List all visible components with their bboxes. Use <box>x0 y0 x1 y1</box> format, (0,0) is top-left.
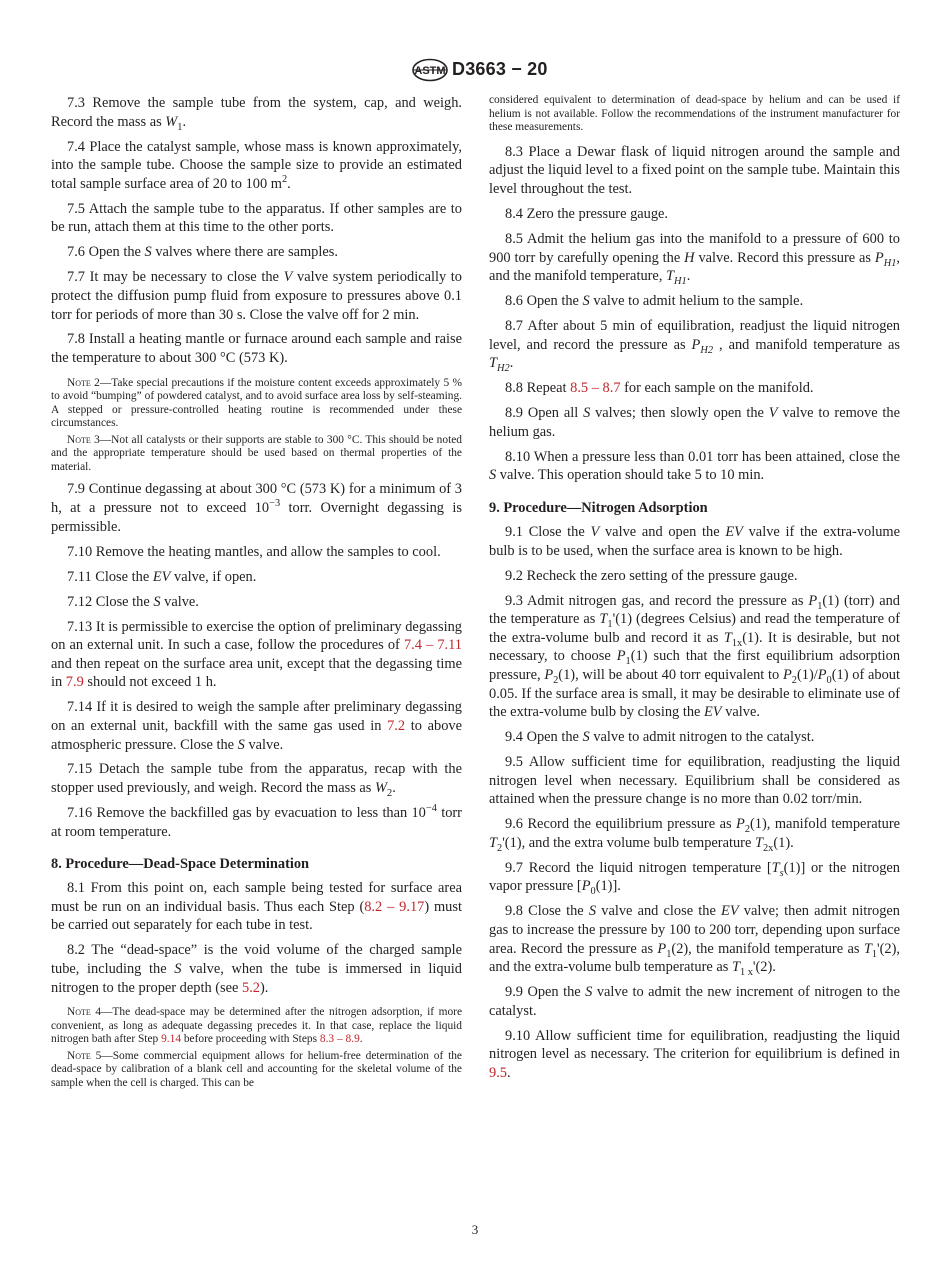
section-7-15: 7.15 Detach the sample tube from the apparatus, recap with the stopper used previously, and weigh. Record the mass as $W_2$. <box>51 761 462 799</box>
heading-section-9: 9. Procedure—Nitrogen Adsorption <box>489 500 708 517</box>
ref-link-9-5[interactable]: 9.5 <box>489 1064 507 1081</box>
section-8-6: 8.6 Open the S valve to admit helium to the sample. <box>505 293 804 310</box>
section-9-5: 9.5 Allow sufficient time for equilibration, readjusting the liquid nitrogen level when necessary. Equilibrium shall be considered as attained when the pressure change is no more than 0.02 torr/min. <box>489 754 900 808</box>
section-9-8: 9.8 Close the S valve and close the EV valve; then admit nitrogen gas to increase the pressure by 100 to 200 torr, depending upon surface area. Record the pressure as $P_1(2)$, the manifold temperature as $T_1'(2)$, and the extra-volume bulb temperature as $T_{1 x}'(2)$. <box>489 903 900 979</box>
section-9-7: 9.7 Record the liquid nitrogen temperature $[T_s(1)]$ or the nitrogen vapor pressure $[P_0(1)]$. <box>489 859 900 898</box>
section-7-7: 7.7 It may be necessary to close the V valve system periodically to protect the diffusion pump fluid from exposure to pressures above 0.1 torr for periods of more than 30 s. Close the valve off for 2 min. <box>51 269 462 323</box>
section-9-10: 9.10 Allow sufficient time for equilibration, readjusting the liquid nitrogen level as necessary. The criterion for equilibrium is defined in 9.5. <box>489 1027 900 1081</box>
section-7-14: 7.14 If it is desired to weigh the sample after preliminary degassing on an external unit, backfill with the same gas used in 7.2 to above atmospheric pressure. Close the S valve. <box>51 699 463 753</box>
heading-section-8: 8. Procedure—Dead-Space Determination <box>51 856 310 873</box>
ref-link-8-3-8-9[interactable]: 8.3 – 8.9 <box>319 1033 360 1046</box>
section-9-1: 9.1 Close the V valve and open the EV valve if the extra-volume bulb is to be used, when the surface area is known to be high. <box>489 524 900 559</box>
section-7-5: 7.5 Attach the sample tube to the apparatus. If other samples are to be run, attach them at this time to the other ports. <box>51 200 462 236</box>
ref-link-7-2[interactable]: 7.2 <box>387 717 406 734</box>
section-8-8: 8.8 Repeat 8.5 – 8.7 for each sample on the manifold. <box>505 380 814 397</box>
page-header <box>0 58 950 84</box>
section-8-2: 8.2 The “dead-space” is the void volume of the charged sample tube, including the S valve, when the tube is immersed in liquid nitrogen to the proper depth (see 5.2). <box>51 942 462 996</box>
ref-link-8-2-9-17[interactable]: 8.2 – 9.17 <box>364 898 425 915</box>
section-8-4: 8.4 Zero the pressure gauge. <box>505 205 669 222</box>
ref-link-7-9[interactable]: 7.9 <box>65 674 84 691</box>
note-2: Note 2—Take special precautions if the moisture content exceeds approximately 5 % to avoid “bumping” of powdered catalyst, and to avoid surface area loss by self-steaming. A stepped or pressure-controlled heating routine is recommended under these circumstances. <box>51 376 462 430</box>
note-4: Note 4—The dead-space may be determined after the nitrogen adsorption, if more convenient, as long as adequate degassing precedes it. In that case, replace the liquid nitrogen bath after Step 9.14 before proceeding with Steps 8.3 – 8.9. <box>51 1006 462 1046</box>
left-column <box>51 94 462 1093</box>
astm-logo-icon <box>411 58 449 82</box>
note-5-continued: considered equivalent to determination of dead-space by helium and can be used if helium is not available. Follow the recommendations of the instrument manufacturer for these measurements. <box>489 94 900 134</box>
document-designation: D3663 − 20 <box>452 59 548 79</box>
section-7-9: 7.9 Continue degassing at about 300 °C (573 K) for a minimum of 3 h, at a pressure not to exceed $10^{-3}$ torr. Overnight degassing is permissible. <box>51 481 462 535</box>
section-7-16: 7.16 Remove the backfilled gas by evacuation to less than $10^{-4}$ torr at room temperature. <box>51 803 462 840</box>
section-8-5: 8.5 Admit the helium gas into the manifold to a pressure of 600 to 900 torr by carefully opening the H valve. Record this pressure as $P_{H1}$, and the manifold temperature, $T_{H1}$. <box>489 230 900 287</box>
section-7-3: 7.3 Remove the sample tube from the system, cap, and weigh. Record the mass as $W_1$. <box>51 95 462 133</box>
section-7-4: 7.4 Place the catalyst sample, whose mass is known approximately, into the sample tube. Choose the sample size to provide an estimated total sample surface area of 20 to 100 $m^2$. <box>51 138 462 192</box>
section-8-7: 8.7 After about 5 min of equilibration, readjust the liquid nitrogen level, and record the pressure as $P_{H2}$ , and manifold temperature as $T_{H2}$. <box>489 318 900 375</box>
section-7-13: 7.13 It is permissible to exercise the option of preliminary degassing on an external unit. In such a case, follow the procedures of 7.4 – 7.11 and then repeat on the surface area unit, except that the degassing time in 7.9 should not exceed 1 h. <box>51 618 462 691</box>
section-7-8: 7.8 Install a heating mantle or furnace around each sample and raise the temperature to about 300 °C (573 K). <box>51 331 462 367</box>
section-8-9: 8.9 Open all S valves; then slowly open the V valve to remove the helium gas. <box>489 405 900 440</box>
ref-link-9-14[interactable]: 9.14 <box>161 1033 182 1046</box>
section-9-9: 9.9 Open the S valve to admit the new increment of nitrogen to the catalyst. <box>489 984 900 1019</box>
section-7-6: 7.6 Open the S valves where there are samples. <box>67 244 338 261</box>
section-7-11: 7.11 Close the EV valve, if open. <box>67 568 257 585</box>
section-8-1: 8.1 From this point on, each sample being tested for surface area must be run on an individual basis. Thus each Step (8.2 – 9.17) must be carried out separately for each tube in test. <box>51 880 462 934</box>
ref-link-8-5-8-7[interactable]: 8.5 – 8.7 <box>570 380 621 397</box>
right-column <box>489 94 900 1089</box>
section-7-10: 7.10 Remove the heating mantles, and allow the samples to cool. <box>67 543 441 560</box>
section-9-4: 9.4 Open the S valve to admit nitrogen to the catalyst. <box>505 729 815 746</box>
section-8-10: 8.10 When a pressure less than 0.01 torr has been attained, close the S valve. This operation should take 5 to 10 min. <box>489 448 900 484</box>
astm-logo-text: ASTM <box>414 65 446 77</box>
note-5: Note 5—Some commercial equipment allows for helium-free determination of the dead-space by calibration of a blank cell and accounting for the skeletal volume of the sample when the cell is charged. This can be <box>51 1049 462 1089</box>
section-9-2: 9.2 Recheck the zero setting of the pressure gauge. <box>505 567 798 584</box>
section-9-6: 9.6 Record the equilibrium pressure as $P_2(1)$, manifold temperature $T_2'(1)$, and the extra volume bulb temperature $T_{2x}(1)$. <box>489 816 900 854</box>
ref-link-7-4-7-11[interactable]: 7.4 – 7.11 <box>403 637 462 654</box>
section-8-3: 8.3 Place a Dewar flask of liquid nitrogen around the sample and adjust the liquid level to a fixed point on the sample tube. Maintain this level throughout the test. <box>489 143 900 197</box>
section-9-3: 9.3 Admit nitrogen gas, and record the pressure as $P_1(1)$ (torr) and the temperature as $T_1'(1)$ (degrees Celsius) and read the temperature of the extra-volume bulb and record it as $T_{1x}(1)$. It is desirable, but not necessary, to choose $P_1(1)$ such that the first equilibrium adsorption pressure, $P_2(1)$, will be about 40 torr equivalent to $P_2(1)/P_0(1)$ of about 0.05. If the surface area is small, it may be desirable to eliminate use of the extra-volume bulb by closing the EV valve. <box>489 592 901 721</box>
page-number: 3 <box>471 1222 479 1237</box>
note-3: Note 3—Not all catalysts or their supports are stable to 300 °C. This should be noted and the appropriate temperature should be used based on thermal properties of the material. <box>51 433 462 473</box>
section-7-12: 7.12 Close the S valve. <box>67 593 199 610</box>
ref-link-5-2[interactable]: 5.2 <box>242 979 261 996</box>
